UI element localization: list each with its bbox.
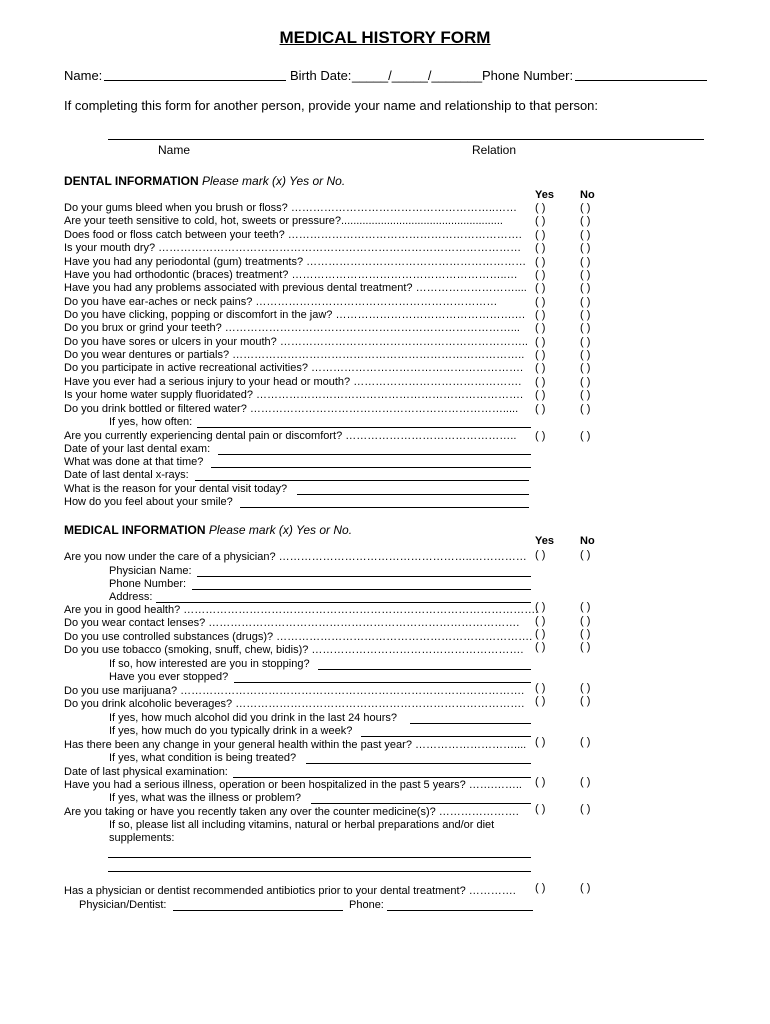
dental-no-checkbox[interactable]: ( ): [580, 336, 591, 348]
how-often-field[interactable]: [197, 427, 531, 428]
question-antibiotics: Has a physician or dentist recommended antibiotics prior to your dental treatment? ………….: [64, 885, 516, 897]
question-contact-lenses: Do you wear contact lenses? ………………………………………………………………………….: [64, 617, 520, 629]
dental-question: Do you drink bottled or filtered water? …………………………………………………………….....: [64, 403, 519, 415]
alcohol-24h-label: If yes, how much alcohol did you drink in the last 24 hours?: [109, 712, 397, 724]
dental-question: Do you have sores or ulcers in your mouth? …………………………………………………………..: [64, 336, 528, 348]
dental-no-checkbox[interactable]: ( ): [580, 349, 591, 361]
dental-yes-checkbox[interactable]: ( ): [535, 282, 546, 294]
stop-interest-label: If so, how interested are you in stopping?: [109, 658, 310, 670]
marijuana-yes-checkbox[interactable]: ( ): [535, 682, 546, 694]
dental-yes-checkbox[interactable]: ( ): [535, 242, 546, 254]
alcohol-24h-field[interactable]: [410, 723, 531, 724]
dental-no-checkbox[interactable]: ( ): [580, 215, 591, 227]
last-physical-label: Date of last physical examination:: [64, 766, 228, 778]
dental-question: Have you ever had a serious injury to your head or mouth? ……………………………………….: [64, 376, 522, 388]
antibiotics-phone-field[interactable]: [387, 910, 533, 911]
dental-yes-checkbox[interactable]: ( ): [535, 215, 546, 227]
dental-yes-checkbox[interactable]: ( ): [535, 269, 546, 281]
medical-instruction: Please mark (x) Yes or No.: [208, 523, 353, 537]
question-health-change: Has there been any change in your general health within the past year? ………………………....: [64, 739, 527, 751]
dental-question: Have you had any periodontal (gum) treatments? ……………………………………………………: [64, 256, 527, 268]
physician-care-yes-checkbox[interactable]: ( ): [535, 549, 546, 561]
how-often-label: If yes, how often:: [109, 416, 193, 428]
representative-field[interactable]: [108, 139, 704, 140]
last-xrays-field[interactable]: [195, 480, 529, 481]
relation-caption: Relation: [472, 143, 517, 157]
antibiotics-phone-label: Phone:: [349, 899, 384, 911]
antibiotics-yes-checkbox[interactable]: ( ): [535, 882, 546, 894]
dental-no-checkbox[interactable]: ( ): [580, 376, 591, 388]
what-was-done-label: What was done at that time?: [64, 456, 204, 468]
last-xrays-label: Date of last dental x-rays:: [64, 469, 189, 481]
tobacco-yes-checkbox[interactable]: ( ): [535, 641, 546, 653]
dental-yes-checkbox[interactable]: ( ): [535, 362, 546, 374]
illness-what-label: If yes, what was the illness or problem?: [109, 792, 301, 804]
phone-number-label: Phone Number:: [482, 68, 574, 83]
dental-question: Is your mouth dry? ………………………………………………………………………………………: [64, 242, 522, 254]
physician-address-label: Address:: [109, 591, 153, 603]
medicine-list-line-1[interactable]: [108, 857, 531, 858]
dental-question: Are your teeth sensitive to cold, hot, sweets or pressure?.....................................................: [64, 215, 503, 227]
illness-what-field[interactable]: [311, 803, 531, 804]
dental-no-header: No: [580, 189, 595, 201]
name-field[interactable]: [104, 80, 286, 81]
controlled-substances-yes-checkbox[interactable]: ( ): [535, 628, 546, 640]
medical-no-header: No: [580, 535, 595, 547]
dental-question: Do your gums bleed when you brush or floss? ………………………………………………..……: [64, 202, 517, 214]
dental-question: Do you have clicking, popping or discomfort in the jaw? ………………………………………….…: [64, 309, 526, 321]
dental-yes-checkbox[interactable]: ( ): [535, 403, 546, 415]
dental-yes-checkbox[interactable]: ( ): [535, 322, 546, 334]
last-physical-field[interactable]: [233, 777, 531, 778]
condition-treated-field[interactable]: [306, 763, 531, 764]
dental-yes-checkbox[interactable]: ( ): [535, 229, 546, 241]
good-health-yes-checkbox[interactable]: ( ): [535, 601, 546, 613]
marijuana-no-checkbox[interactable]: ( ): [580, 682, 591, 694]
dental-question: Do you brux or grind your teeth? ……………………………………………………………………...: [64, 322, 520, 334]
tobacco-no-checkbox[interactable]: ( ): [580, 641, 591, 653]
dental-no-checkbox[interactable]: ( ): [580, 389, 591, 401]
question-serious-illness: Have you had a serious illness, operation or been hospitalized in the past 5 years? …….……..: [64, 779, 522, 791]
dental-heading-text: DENTAL INFORMATION: [64, 174, 199, 188]
medical-heading-text: MEDICAL INFORMATION: [64, 523, 206, 537]
alcohol-week-label: If yes, how much do you typically drink in a week?: [109, 725, 353, 737]
question-physician-care: Are you now under the care of a physician? ……………………………………………..……………: [64, 551, 527, 563]
physician-care-no-checkbox[interactable]: ( ): [580, 549, 591, 561]
question-tobacco: Do you use tobacco (smoking, snuff, chew, bidis)? ………………………………………………….: [64, 644, 524, 656]
what-was-done-field[interactable]: [211, 467, 531, 468]
physician-name-field[interactable]: [197, 576, 531, 577]
question-marijuana: Do you use marijuana? ………………………………………………………………………………….: [64, 685, 525, 697]
medical-section-heading: [64, 523, 352, 537]
good-health-no-checkbox[interactable]: ( ): [580, 601, 591, 613]
dental-yes-checkbox[interactable]: ( ): [535, 336, 546, 348]
alcohol-no-checkbox[interactable]: ( ): [580, 695, 591, 707]
dental-instruction: Please mark (x) Yes or No.: [202, 174, 346, 188]
otc-medicine-no-checkbox[interactable]: ( ): [580, 803, 591, 815]
ever-stopped-field[interactable]: [234, 682, 531, 683]
form-title: MEDICAL HISTORY FORM: [279, 28, 491, 47]
dental-no-checkbox[interactable]: ( ): [580, 322, 591, 334]
physician-name-label: Physician Name:: [109, 565, 192, 577]
dental-yes-checkbox[interactable]: ( ): [535, 389, 546, 401]
dental-question: Have you had orthodontic (braces) treatment? …………………………………………………..…: [64, 269, 518, 281]
stop-interest-field[interactable]: [318, 669, 531, 670]
dental-yes-checkbox[interactable]: ( ): [535, 202, 546, 214]
last-dental-exam-label: Date of your last dental exam:: [64, 443, 211, 455]
dental-yes-checkbox[interactable]: ( ): [535, 309, 546, 321]
contact-lenses-yes-checkbox[interactable]: ( ): [535, 615, 546, 627]
medicine-list-instruction: If so, please list all including vitamins, natural or herbal preparations and/or diet: [109, 819, 495, 831]
dental-question: Do you participate in active recreational activities? ………………………………………………….: [64, 362, 524, 374]
dental-no-checkbox[interactable]: ( ): [580, 256, 591, 268]
another-person-instruction: If completing this form for another person, provide your name and relationship to that person:: [64, 98, 599, 113]
physician-phone-label: Phone Number:: [109, 578, 187, 590]
dental-question: Are you currently experiencing dental pain or discomfort? ………………………………………..: [64, 430, 517, 442]
birth-date-field[interactable]: _____/_____/_______: [352, 68, 483, 83]
otc-medicine-yes-checkbox[interactable]: ( ): [535, 803, 546, 815]
dental-yes-header: Yes: [535, 189, 554, 201]
dental-yes-checkbox[interactable]: ( ): [535, 256, 546, 268]
dental-no-checkbox[interactable]: ( ): [580, 229, 591, 241]
dental-section-heading: [64, 174, 345, 188]
dental-no-checkbox[interactable]: ( ): [580, 362, 591, 374]
serious-illness-yes-checkbox[interactable]: ( ): [535, 776, 546, 788]
medical-yes-header: Yes: [535, 535, 554, 547]
dental-question: Is your home water supply fluoridated? ……………………………………………………………….: [64, 389, 524, 401]
dental-no-checkbox[interactable]: ( ): [580, 296, 591, 308]
visit-reason-field[interactable]: [297, 494, 529, 495]
dental-no-checkbox[interactable]: ( ): [580, 242, 591, 254]
name-caption: Name: [158, 143, 191, 157]
dental-question: Does food or floss catch between your teeth? ……………………………………………………….: [64, 229, 522, 241]
question-alcohol: Do you drink alcoholic beverages? …………………………………………………………………….: [64, 698, 525, 710]
condition-treated-label: If yes, what condition is being treated?: [109, 752, 297, 764]
dental-no-checkbox[interactable]: ( ): [580, 282, 591, 294]
name-label: Name:: [64, 68, 103, 83]
dental-question: Do you wear dentures or partials? ……………………………………………………………………..: [64, 349, 525, 361]
smile-feeling-label: How do you feel about your smile?: [64, 496, 233, 508]
dental-no-checkbox[interactable]: ( ): [580, 269, 591, 281]
alcohol-yes-checkbox[interactable]: ( ): [535, 695, 546, 707]
dental-yes-checkbox[interactable]: ( ): [535, 296, 546, 308]
physician-dentist-label: Physician/Dentist:: [79, 899, 167, 911]
medicine-list-line-2[interactable]: [108, 871, 531, 872]
ever-stopped-label: Have you ever stopped?: [109, 671, 229, 683]
dental-yes-checkbox[interactable]: ( ): [535, 376, 546, 388]
birth-date-label: Birth Date:: [290, 68, 352, 83]
physician-phone-field[interactable]: [192, 589, 531, 590]
last-dental-exam-field[interactable]: [218, 454, 531, 455]
antibiotics-no-checkbox[interactable]: ( ): [580, 882, 591, 894]
dental-no-checkbox[interactable]: ( ): [580, 403, 591, 415]
alcohol-week-field[interactable]: [361, 736, 531, 737]
contact-lenses-no-checkbox[interactable]: ( ): [580, 615, 591, 627]
health-change-yes-checkbox[interactable]: ( ): [535, 736, 546, 748]
question-otc-medicine: Are you taking or have you recently taken any over the counter medicine(s)? ………………….: [64, 806, 519, 818]
visit-reason-label: What is the reason for your dental visit today?: [64, 483, 288, 495]
physician-address-field[interactable]: [156, 602, 531, 603]
dental-yes-checkbox[interactable]: ( ): [535, 349, 546, 361]
dental-no-checkbox[interactable]: ( ): [580, 309, 591, 321]
dental-question: Have you had any problems associated with previous dental treatment? ………………………....: [64, 282, 527, 294]
physician-dentist-field[interactable]: [173, 910, 343, 911]
question-good-health: Are you in good health? …………………………………………………………………………………….: [64, 604, 539, 616]
dental-question: Do you have ear-aches or neck pains? …………………………………………………………: [64, 296, 498, 308]
serious-illness-no-checkbox[interactable]: ( ): [580, 776, 591, 788]
medicine-list-supplements: supplements:: [109, 832, 175, 844]
dental-no-checkbox[interactable]: ( ): [580, 430, 591, 442]
dental-no-checkbox[interactable]: ( ): [580, 202, 591, 214]
phone-number-field[interactable]: [575, 80, 707, 81]
controlled-substances-no-checkbox[interactable]: ( ): [580, 628, 591, 640]
dental-yes-checkbox[interactable]: ( ): [535, 430, 546, 442]
smile-feeling-field[interactable]: [240, 507, 529, 508]
question-controlled-substances: Do you use controlled substances (drugs)? …………………………………………………………….: [64, 631, 533, 643]
health-change-no-checkbox[interactable]: ( ): [580, 736, 591, 748]
